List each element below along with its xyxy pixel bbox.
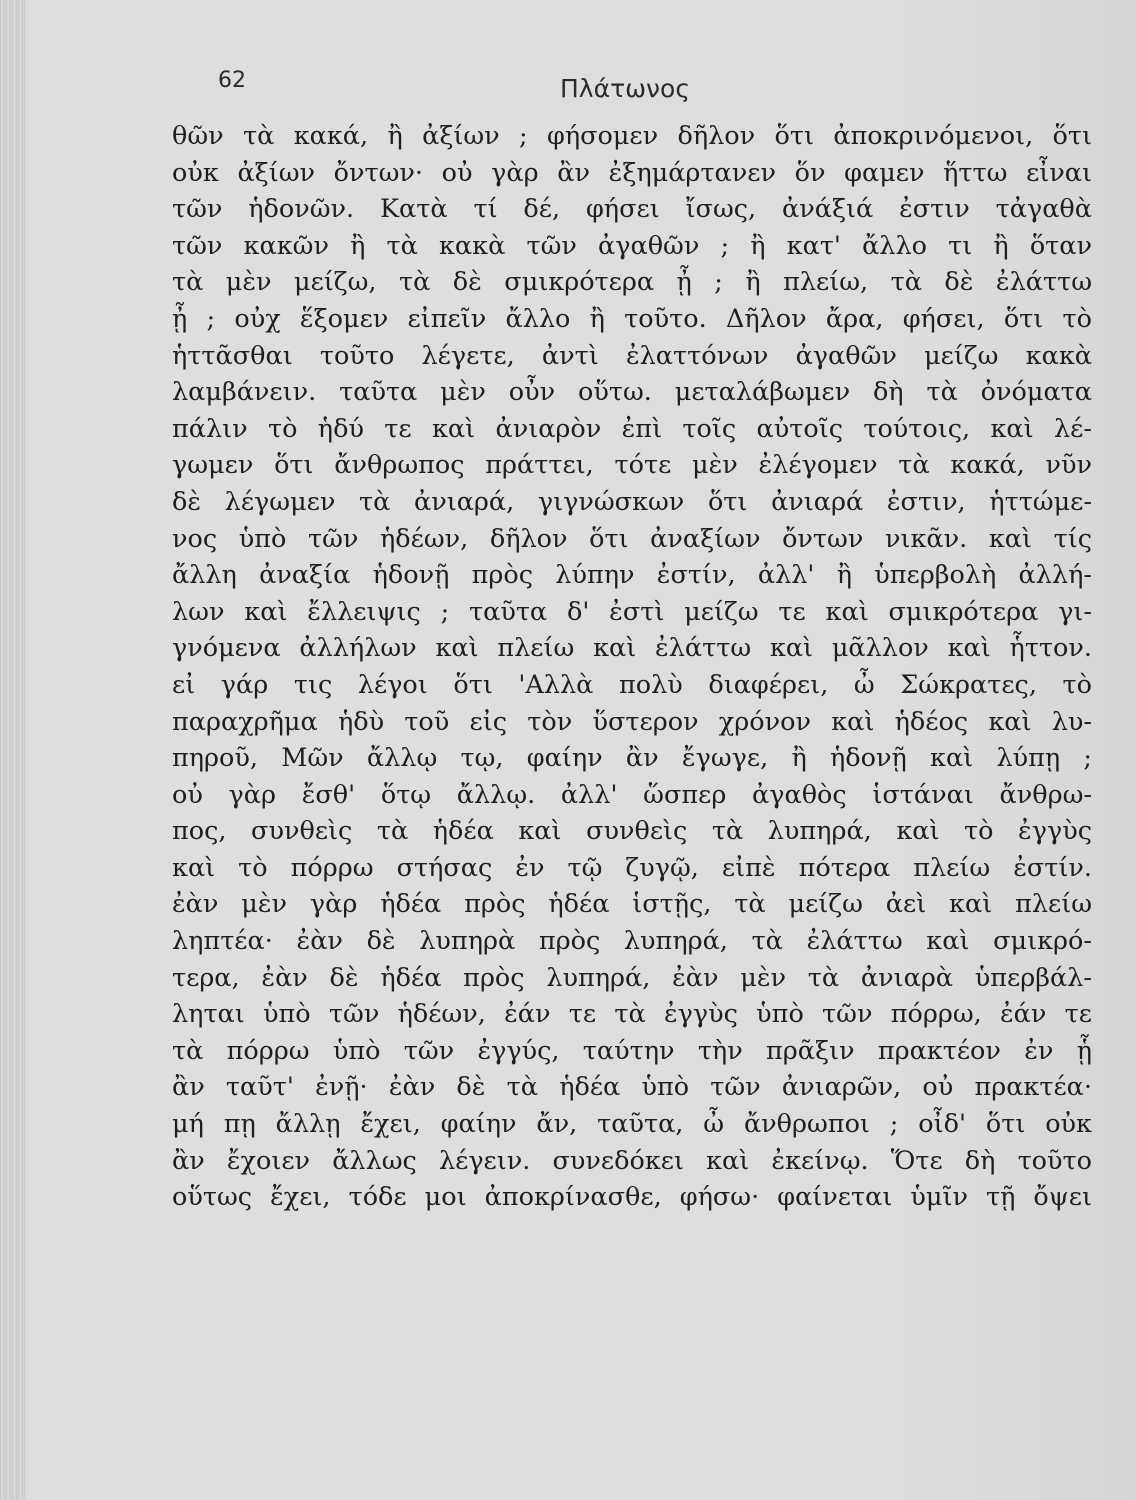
text-line: δὲ λέγωμεν τὰ ἀνιαρά, γιγνώσκων ὅτι ἀνιαρά ἐστιν, ἡττώμε- bbox=[172, 486, 1092, 517]
text-line: μή πῃ ἄλλῃ ἔχει, φαίην ἄν, ταῦτα, ὦ ἄνθρωποι ; οἶδ' ὅτι οὐκ bbox=[172, 1109, 1092, 1140]
text-line: ἂν ταῦτ' ἐνῇ· ἐὰν δὲ τὰ ἡδέα ὑπὸ τῶν ἀνιαρῶν, οὐ πρακτέα· bbox=[172, 1072, 1092, 1103]
text-line: παραχρῆμα ἡδὺ τοῦ εἰς τὸν ὕστερον χρόνον καὶ ἡδέος καὶ λυ- bbox=[172, 706, 1092, 737]
page-number: 62 bbox=[218, 68, 246, 93]
text-line: γωμεν ὅτι ἄνθρωπος πράττει, τότε μὲν ἐλέγομεν τὰ κακά, νῦν bbox=[172, 450, 1092, 481]
text-line: εἰ γάρ τις λέγοι ὅτι 'Αλλὰ πολὺ διαφέρει, ὦ Σώκρατες, τὸ bbox=[172, 669, 1092, 700]
text-line: ληται ὑπὸ τῶν ἡδέων, ἐάν τε τὰ ἐγγὺς ὑπὸ τῶν πόρρω, ἐάν τε bbox=[172, 999, 1092, 1030]
text-line: πηροῦ, Μῶν ἄλλῳ τῳ, φαίην ἂν ἔγωγε, ἢ ἡδονῇ καὶ λύπῃ ; bbox=[172, 743, 1092, 774]
text-line: τὰ μὲν μείζω, τὰ δὲ σμικρότερα ᾖ ; ἢ πλείω, τὰ δὲ ἐλάττω bbox=[172, 267, 1092, 298]
text-line: ᾖ ; οὐχ ἕξομεν εἰπεῖν ἄλλο ἢ τοῦτο. Δῆλον ἄρα, φήσει, ὅτι τὸ bbox=[172, 303, 1092, 334]
text-line: ληπτέα· ἐὰν δὲ λυπηρὰ πρὸς λυπηρά, τὰ ἐλάττω καὶ σμικρό- bbox=[172, 926, 1092, 957]
text-line: νος ὑπὸ τῶν ἡδέων, δῆλον ὅτι ἀναξίων ὄντων νικᾶν. καὶ τίς bbox=[172, 523, 1092, 554]
text-line: τῶν κακῶν ἢ τὰ κακὰ τῶν ἀγαθῶν ; ἢ κατ' ἄλλο τι ἢ ὅταν bbox=[172, 230, 1092, 261]
text-line: οὐκ ἀξίων ὄντων· οὐ γὰρ ἂν ἐξημάρτανεν ὅν φαμεν ἥττω εἶναι bbox=[172, 157, 1092, 188]
text-line: γνόμενα ἀλλήλων καὶ πλείω καὶ ἐλάττω καὶ μᾶλλον καὶ ἧττον. bbox=[172, 633, 1092, 664]
text-line: τῶν ἡδονῶν. Κατὰ τί δέ, φήσει ἴσως, ἀνάξιά ἐστιν τἀγαθὰ bbox=[172, 194, 1092, 225]
text-line: οὐ γὰρ ἔσθ' ὅτῳ ἄλλῳ. ἀλλ' ὥσπερ ἀγαθὸς ἱστάναι ἄνθρω- bbox=[172, 779, 1092, 810]
text-line: ἐὰν μὲν γὰρ ἡδέα πρὸς ἡδέα ἱστῇς, τὰ μείζω ἀεὶ καὶ πλείω bbox=[172, 889, 1092, 920]
text-line: ἡττᾶσθαι τοῦτο λέγετε, ἀντὶ ἐλαττόνων ἀγαθῶν μείζω κακὰ bbox=[172, 340, 1092, 371]
text-line: ἄλλη ἀναξία ἡδονῇ πρὸς λύπην ἐστίν, ἀλλ' ἢ ὑπερβολὴ ἀλλή- bbox=[172, 560, 1092, 591]
text-line: τερα, ἐὰν δὲ ἡδέα πρὸς λυπηρά, ἐὰν μὲν τὰ ἀνιαρὰ ὑπερβάλ- bbox=[172, 962, 1092, 993]
running-title: Πλάτωνος bbox=[560, 74, 690, 103]
text-line: λαμβάνειν. ταῦτα μὲν οὖν οὕτω. μεταλάβωμεν δὴ τὰ ὀνόματα bbox=[172, 377, 1092, 408]
text-line: οὕτως ἔχει, τόδε μοι ἀποκρίνασθε, φήσω· φαίνεται ὑμῖν τῇ ὄψει bbox=[172, 1182, 1092, 1213]
text-line: λων καὶ ἔλλειψις ; ταῦτα δ' ἐστὶ μείζω τε καὶ σμικρότερα γι- bbox=[172, 596, 1092, 627]
text-line: πος, συνθεὶς τὰ ἡδέα καὶ συνθεὶς τὰ λυπηρά, καὶ τὸ ἐγγὺς bbox=[172, 816, 1092, 847]
text-line: καὶ τὸ πόρρω στήσας ἐν τῷ ζυγῷ, εἰπὲ πότερα πλείω ἐστίν. bbox=[172, 852, 1092, 883]
body-text bbox=[172, 118, 1092, 1216]
page-edge-shading bbox=[0, 0, 26, 1500]
text-line: ἂν ἔχοιεν ἄλλως λέγειν. συνεδόκει καὶ ἐκείνῳ. Ὅτε δὴ τοῦτο bbox=[172, 1145, 1092, 1176]
text-line: θῶν τὰ κακά, ἢ ἀξίων ; φήσομεν δῆλον ὅτι ἀποκρινόμενοι, ὅτι bbox=[172, 121, 1092, 151]
text-line: τὰ πόρρω ὑπὸ τῶν ἐγγύς, ταύτην τὴν πρᾶξιν πρακτέον ἐν ᾗ bbox=[172, 1035, 1092, 1066]
text-line: πάλιν τὸ ἡδύ τε καὶ ἀνιαρὸν ἐπὶ τοῖς αὐτοῖς τούτοις, καὶ λέ- bbox=[172, 413, 1092, 444]
